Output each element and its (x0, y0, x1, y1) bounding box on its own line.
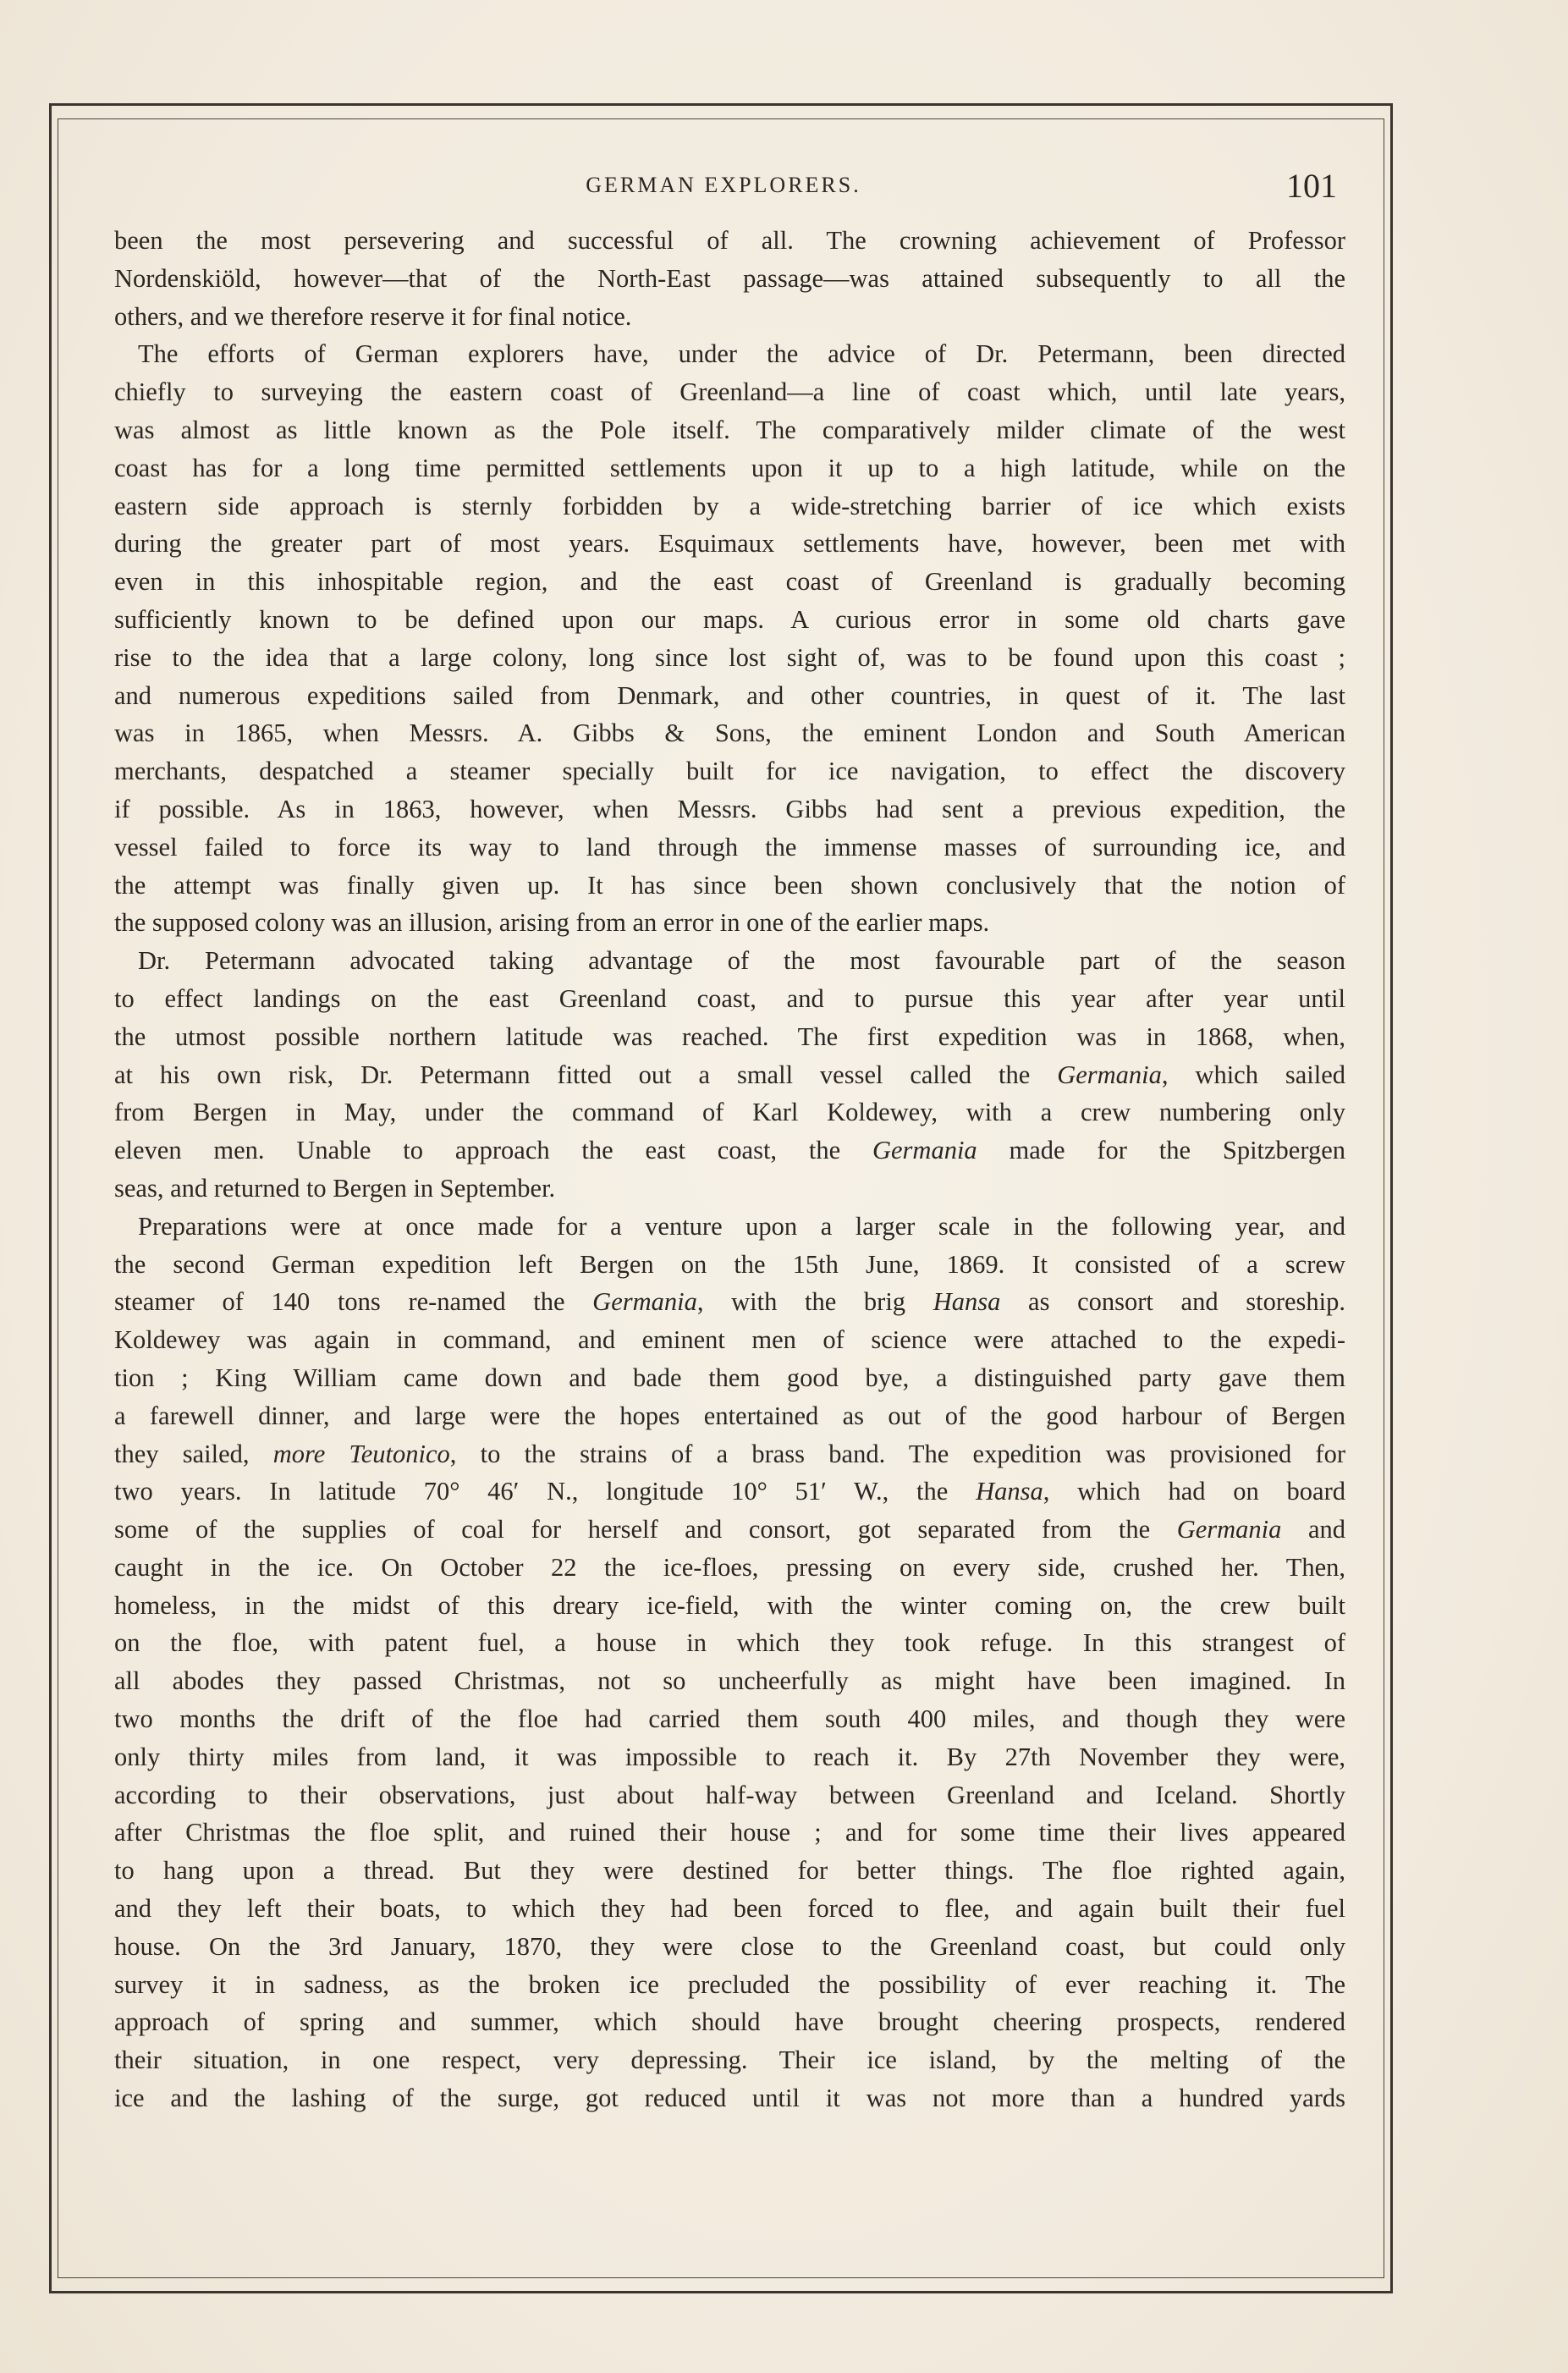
text-line: was almost as little known as the Pole itself. The comparatively milder climate of the west (114, 415, 1345, 444)
text-line: chiefly to surveying the eastern coast of Greenland—a line of coast which, until late years, (114, 377, 1345, 407)
text-line: the second German expedition left Bergen on the 15th June, 1869. It consisted of a screw (114, 1249, 1345, 1279)
paragraph (114, 335, 1345, 942)
text-line: a farewell dinner, and large were the hopes entertained as out of the good harbour of Bergen (114, 1401, 1345, 1430)
text-line: sufficiently known to be defined upon our maps. A curious error in some old charts gave (114, 604, 1345, 634)
text-line: house. On the 3rd January, 1870, they were close to the Greenland coast, but could only (114, 1931, 1345, 1961)
paragraph (114, 222, 1345, 335)
text-line: Nordenskiöld, however—that of the North-East passage—was attained subsequently to all the (114, 263, 1345, 293)
text-line: ice and the lashing of the surge, got reduced until it was not more than a hundred yards (114, 2084, 1345, 2113)
text-line: merchants, despatched a steamer specially built for ice navigation, to effect the discovery (114, 757, 1345, 786)
text-line: survey it in sadness, as the broken ice precluded the possibility of ever reaching it. The (114, 1969, 1345, 1999)
text-line: approach of spring and summer, which should have brought cheering prospects, rendered (114, 2007, 1345, 2037)
text-line: Preparations were at once made for a venture upon a larger scale in the following year, and (138, 1211, 1345, 1241)
paragraph (114, 1208, 1345, 2117)
text-line: eastern side approach is sternly forbidden by a wide-stretching barrier of ice which exists (114, 491, 1345, 520)
text-line: tion ; King William came down and bade them good bye, a distinguished party gave them (114, 1363, 1345, 1392)
text-line: according to their observations, just about half-way between Greenland and Iceland. Shortly (114, 1780, 1345, 1809)
text-line: from Bergen in May, under the command of Karl Koldewey, with a crew numbering only (114, 1098, 1345, 1127)
text-line: steamer of 140 tons re-named the Germania, with the brig Hansa as consort and storeship. (114, 1287, 1345, 1317)
text-line: others, and we therefore reserve it for final notice. (114, 301, 632, 331)
body-text (114, 222, 1345, 2117)
text-line: after Christmas the floe split, and ruined their house ; and for some time their lives appeared (114, 1818, 1345, 1847)
text-line: been the most persevering and successful of all. The crowning achievement of Professor (114, 226, 1345, 255)
text-line: during the greater part of most years. Esquimaux settlements have, however, been met with (114, 529, 1345, 559)
running-head-title: GERMAN EXPLORERS. (586, 173, 861, 197)
text-line: their situation, in one respect, very depressing. Their ice island, by the melting of the (114, 2045, 1345, 2075)
text-line: and numerous expeditions sailed from Denmark, and other countries, in quest of it. The last (114, 680, 1345, 710)
text-line: the supposed colony was an illusion, arising from an error in one of the earlier maps. (114, 908, 990, 938)
text-line: to effect landings on the east Greenland coast, and to pursue this year after year until (114, 983, 1345, 1013)
text-line: the utmost possible northern latitude was reached. The first expedition was in 1868, when, (114, 1021, 1345, 1051)
text-line: they sailed, more Teutonico, to the strains of a brass band. The expedition was provisioned for (114, 1439, 1346, 1468)
text-line: on the floe, with patent fuel, a house in which they took refuge. In this strangest of (114, 1628, 1345, 1658)
text-line: only thirty miles from land, it was impossible to reach it. By 27th November they were, (114, 1742, 1345, 1771)
text-line: seas, and returned to Bergen in September. (114, 1173, 556, 1203)
text-line: caught in the ice. On October 22 the ice-floes, pressing on every side, crushed her. Then, (114, 1552, 1345, 1582)
text-line: at his own risk, Dr. Petermann fitted out a small vessel called the Germania, which sailed (114, 1060, 1345, 1089)
text-line: if possible. As in 1863, however, when Messrs. Gibbs had sent a previous expedition, the (114, 794, 1345, 823)
text-line: to hang upon a thread. But they were destined for better things. The floe righted again, (114, 1856, 1345, 1886)
text-line: even in this inhospitable region, and the east coast of Greenland is gradually becoming (114, 567, 1345, 597)
page-number: 101 (1286, 167, 1337, 205)
text-line: coast has for a long time permitted settlements upon it up to a high latitude, while on the (114, 453, 1345, 482)
text-line: rise to the idea that a large colony, long since lost sight of, was to be found upon this coast ; (114, 642, 1345, 672)
text-line: some of the supplies of coal for herself and consort, got separated from the Germania and (114, 1515, 1345, 1544)
text-line: two years. In latitude 70° 46′ N., longitude 10° 51′ W., the Hansa, which had on board (114, 1477, 1345, 1506)
paragraph (114, 942, 1345, 1208)
text-line: two months the drift of the floe had carried them south 400 miles, and though they were (114, 1704, 1345, 1734)
running-head (110, 166, 1337, 208)
text-line: and they left their boats, to which they had been forced to flee, and again built their fuel (114, 1894, 1345, 1924)
text-line: The efforts of German explorers have, under the advice of Dr. Petermann, been directed (138, 339, 1345, 369)
text-line: the attempt was finally given up. It has since been shown conclusively that the notion of (114, 870, 1345, 900)
text-line: Koldewey was again in command, and eminent men of science were attached to the expedi- (114, 1325, 1345, 1355)
text-line: homeless, in the midst of this dreary ice-field, with the winter coming on, the crew built (114, 1590, 1345, 1620)
text-line: vessel failed to force its way to land through the immense masses of surrounding ice, and (114, 832, 1345, 862)
text-line: Dr. Petermann advocated taking advantage of the most favourable part of the season (138, 946, 1345, 976)
text-line: eleven men. Unable to approach the east coast, the Germania made for the Spitzbergen (114, 1136, 1345, 1165)
text-line: was in 1865, when Messrs. A. Gibbs & Sons, the eminent London and South American (114, 719, 1345, 748)
text-line: all abodes they passed Christmas, not so uncheerfully as might have been imagined. In (114, 1666, 1345, 1696)
